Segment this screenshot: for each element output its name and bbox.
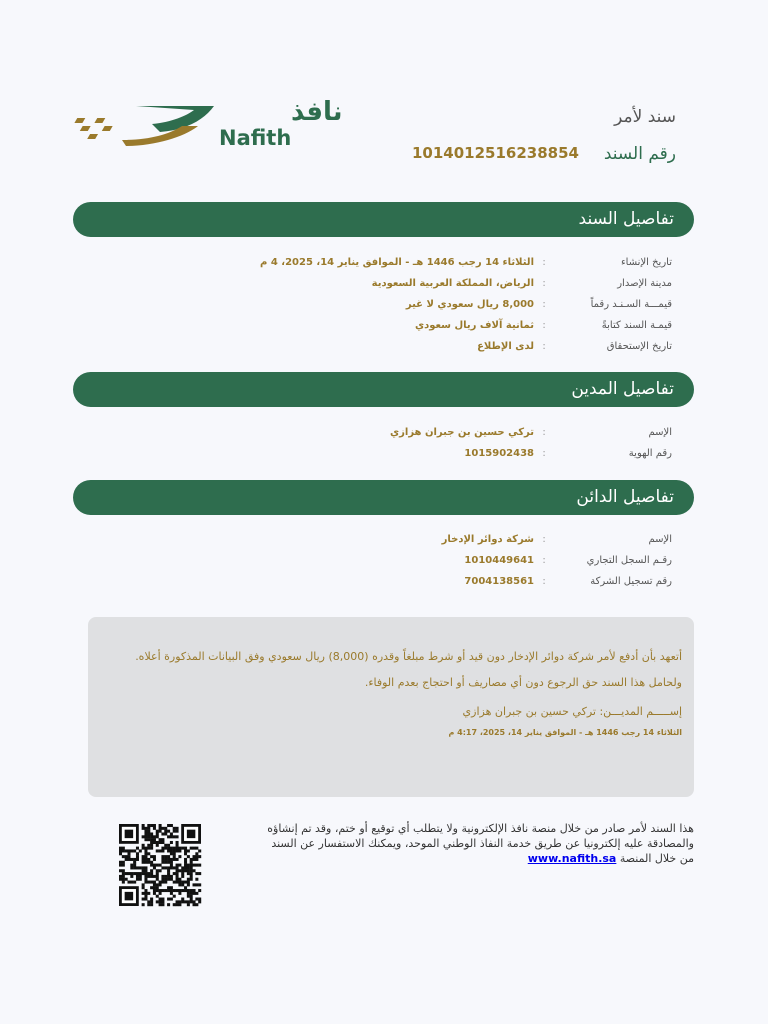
footer-note-text: هذا السند لأمر صادر من خلال منصة نافذ الإلكترونية ولا يتطلب أي توقيع أو ختم، وقد تم إنشاؤه والمصادقة عليه إلكترونيا عن طريق خدمة النفاذ الوطني الموحد، ويمكنك الاستفسار عن السند من خلال المنصة bbox=[267, 822, 694, 865]
row-label: الإسم bbox=[648, 534, 672, 545]
row-value: 1010449641 bbox=[464, 555, 534, 566]
row-creditor-name bbox=[72, 529, 672, 550]
declaration-date: الثلاثاء 14 رجب 1446 هـ - الموافق يناير 14، 2025، 4:17 م bbox=[448, 728, 682, 737]
row-due-date bbox=[72, 336, 672, 357]
row-separator: : bbox=[542, 555, 546, 566]
declaration-box bbox=[88, 617, 694, 797]
row-value: 1015902438 bbox=[464, 448, 534, 459]
logo-arabic: نافذ bbox=[291, 97, 343, 127]
debtor-details-rows bbox=[72, 422, 672, 464]
declaration-pledge: أتعهد بأن أدفع لأمر شركة دوائر الإدخار دون قيد أو شرط مبلغاً وقدره (8,000) ريال سعودي وفق البيانات المذكورة أعلاه. bbox=[135, 650, 682, 663]
row-amount-written bbox=[72, 315, 672, 336]
row-amount-numeric bbox=[72, 294, 672, 315]
document-type: سند لأمر bbox=[614, 107, 676, 127]
row-value: الثلاثاء 14 رجب 1446 هـ - الموافق يناير 14، 2025، 4 م bbox=[260, 257, 534, 268]
row-label: قيمـة السند كتابةً bbox=[601, 320, 672, 331]
row-label: رقم تسجيل الشركة bbox=[590, 576, 672, 587]
row-separator: : bbox=[542, 448, 546, 459]
row-label: مدينة الإصدار bbox=[617, 278, 672, 289]
nafith-logo bbox=[86, 96, 343, 152]
bond-details-rows bbox=[72, 252, 672, 357]
row-separator: : bbox=[542, 278, 546, 289]
row-label: تاريخ الإستحقاق bbox=[606, 341, 672, 352]
row-value: 8,000 ريال سعودي لا غير bbox=[405, 299, 534, 310]
nafith-website-link[interactable]: www.nafith.sa bbox=[527, 852, 617, 865]
creditor-details-rows bbox=[72, 529, 672, 592]
row-label: قيمـــة السـنـد رقماً bbox=[590, 299, 672, 310]
bond-number-value: 1014012516238854 bbox=[412, 144, 579, 162]
row-value: تركي حسين بن جبران هزازي bbox=[389, 427, 534, 438]
row-label: رقم الهوية bbox=[628, 448, 672, 459]
row-separator: : bbox=[542, 320, 546, 331]
row-creation-date bbox=[72, 252, 672, 273]
row-value: 7004138561 bbox=[464, 576, 534, 587]
row-commercial-register bbox=[72, 550, 672, 571]
row-label: رقـم السجل التجاري bbox=[586, 555, 672, 566]
row-separator: : bbox=[542, 576, 546, 587]
logo-mark-icon bbox=[74, 106, 214, 146]
row-label: الإسم bbox=[648, 427, 672, 438]
row-value: الرياض، المملكة العربية السعودية bbox=[371, 278, 534, 289]
row-label: تاريخ الإنشاء bbox=[620, 257, 672, 268]
logo-english: Nafith bbox=[219, 126, 292, 150]
row-value: شركة دوائر الإدخار bbox=[441, 534, 534, 545]
row-separator: : bbox=[542, 257, 546, 268]
row-separator: : bbox=[542, 299, 546, 310]
qr-code-icon bbox=[116, 824, 204, 906]
row-separator: : bbox=[542, 427, 546, 438]
row-debtor-name bbox=[72, 422, 672, 443]
row-value: لدى الإطلاع bbox=[477, 341, 534, 352]
bond-number-label: رقم السند bbox=[603, 144, 676, 164]
declaration-debtor-name: إســـــم المديـــن: تركي حسين بن جبران هزازي bbox=[462, 705, 682, 718]
section-debtor-details: تفاصيل المدين bbox=[73, 372, 694, 407]
footer-note bbox=[264, 821, 694, 866]
row-issue-city bbox=[72, 273, 672, 294]
row-separator: : bbox=[542, 341, 546, 352]
row-company-registration bbox=[72, 571, 672, 592]
row-separator: : bbox=[542, 534, 546, 545]
row-debtor-id bbox=[72, 443, 672, 464]
section-creditor-details: تفاصيل الدائن bbox=[73, 480, 694, 515]
declaration-holder-right: ولحامل هذا السند حق الرجوع دون أي مصاريف أو احتجاج بعدم الوفاء. bbox=[364, 676, 682, 689]
section-bond-details: تفاصيل السند bbox=[73, 202, 694, 237]
row-value: ثمانية آلاف ريال سعودي bbox=[414, 320, 534, 331]
